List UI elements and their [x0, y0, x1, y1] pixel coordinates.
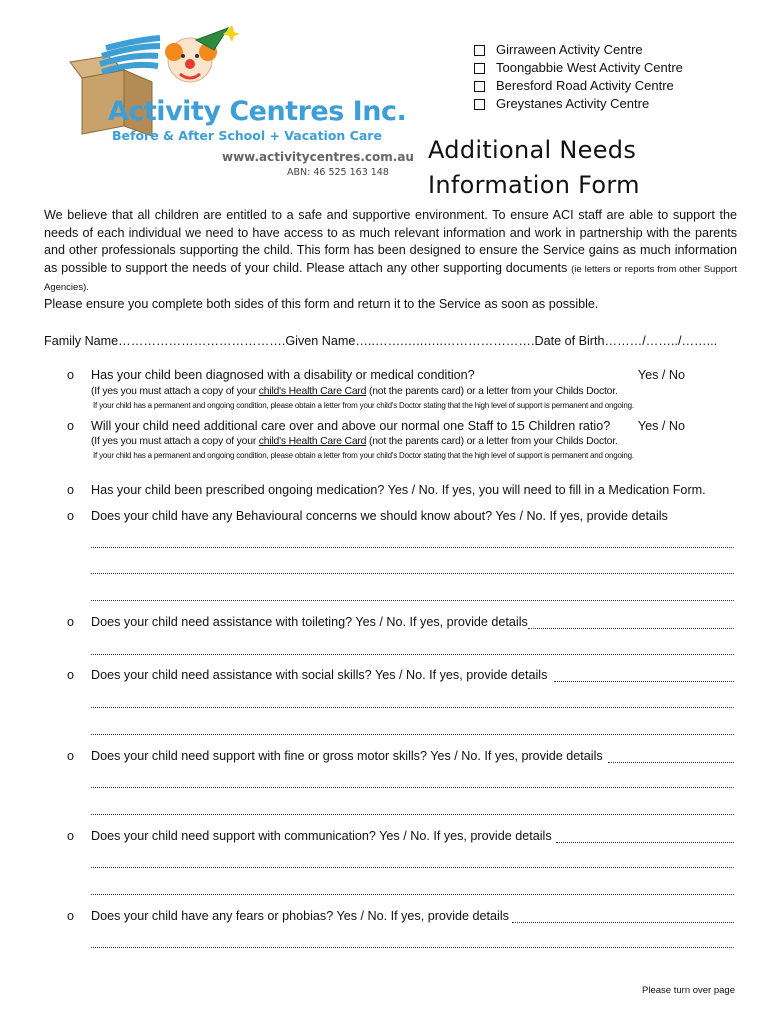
return-instruction: Please ensure you complete both sides of this form and return it to the Service as soon as possible. — [44, 297, 599, 311]
intro-paragraph: We believe that all children are entitled to a safe and supportive environment. To ensure ACI staff are able to support the needs of each individual we need to have access to as much relevant information and work in partnership with the parents and other professionals supporting the child. This form has been designed to ensure the Service gains as much information as possible to support the needs of your child. Please attach any other supporting documents (ie letters or reports from other Support Agencies). — [44, 208, 737, 293]
bullet-icon: o — [67, 509, 75, 523]
form-title-line2: Information Form — [428, 171, 640, 199]
question-medication: o Has your child been prescribed ongoing medication? Yes / No. If yes, you will need to fill in a Medication Form. — [67, 483, 706, 497]
question-behaviour: o Does your child have any Behavioural concerns we should know about? Yes / No. If yes, provide details — [67, 509, 668, 523]
bullet-icon: o — [67, 749, 75, 763]
q1-fine-print: If your child has a permanent and ongoing condition, please obtain a letter from your child's Doctor stating that the high level of support is permanent and ongoing. — [93, 401, 634, 410]
centre-option[interactable]: Toongabbie West Activity Centre — [474, 59, 683, 77]
answer-line[interactable] — [608, 762, 734, 763]
bullet-icon: o — [67, 829, 75, 843]
q2-fine-print: If your child has a permanent and ongoing condition, please obtain a letter from your child's Doctor stating that the high level of support is permanent and ongoing. — [93, 451, 634, 460]
bullet-icon: o — [67, 483, 75, 497]
question-toileting: o Does your child need assistance with toileting? Yes / No. If yes, provide details — [67, 615, 528, 629]
answer-line[interactable] — [91, 787, 734, 788]
checkbox-icon[interactable] — [474, 81, 485, 92]
q1-note: (If yes you must attach a copy of your child's Health Care Card (not the parents card) or a letter from your Childs Doctor. — [91, 386, 618, 397]
answer-line[interactable] — [91, 600, 734, 601]
q2-note: (If yes you must attach a copy of your child's Health Care Card (not the parents card) or a letter from your Childs Doctor. — [91, 436, 618, 447]
question-motor-skills: o Does your child need support with fine or gross motor skills? Yes / No. If yes, provide details — [67, 749, 603, 763]
question-additional-care: o Will your child need additional care over and above our normal one Staff to 15 Children ratio? Yes / No — [67, 419, 685, 433]
brand-tagline: Before & After School + Vacation Care — [112, 128, 382, 143]
bullet-icon: o — [67, 419, 75, 433]
bullet-icon: o — [67, 368, 75, 382]
answer-line[interactable] — [91, 867, 734, 868]
centre-option[interactable]: Girraween Activity Centre — [474, 41, 683, 59]
answer-line[interactable] — [554, 681, 734, 682]
centre-checklist — [474, 41, 683, 113]
answer-line[interactable] — [91, 734, 734, 735]
answer-line[interactable] — [91, 894, 734, 895]
brand-abn: ABN: 46 525 163 148 — [287, 167, 389, 178]
family-details-line[interactable]: Family Name………………………………….Given Name…..…….…..…..………………….Date of Birth………/……../……... — [44, 334, 718, 348]
brand-name: Activity Centres Inc. — [108, 96, 407, 127]
answer-line[interactable] — [91, 947, 734, 948]
checkbox-icon[interactable] — [474, 99, 485, 110]
checkbox-icon[interactable] — [474, 45, 485, 56]
centre-option[interactable]: Greystanes Activity Centre — [474, 95, 683, 113]
question-communication: o Does your child need support with communication? Yes / No. If yes, provide details — [67, 829, 552, 843]
checkbox-icon[interactable] — [474, 63, 485, 74]
intro-small-note: (ie letters or reports from other Support Agencies). — [44, 263, 737, 293]
answer-line[interactable] — [512, 922, 734, 923]
question-fears-phobias: o Does your child have any fears or phobias? Yes / No. If yes, provide details — [67, 909, 509, 923]
bullet-icon: o — [67, 668, 75, 682]
turn-over-note: Please turn over page — [642, 985, 735, 996]
form-title-line1: Additional Needs — [428, 136, 637, 164]
answer-line[interactable] — [528, 628, 734, 629]
answer-line[interactable] — [91, 814, 734, 815]
answer-line[interactable] — [91, 654, 734, 655]
bullet-icon: o — [67, 615, 75, 629]
centre-option[interactable]: Beresford Road Activity Centre — [474, 77, 683, 95]
question-social-skills: o Does your child need assistance with social skills? Yes / No. If yes, provide details — [67, 668, 548, 682]
answer-line[interactable] — [556, 842, 734, 843]
answer-line[interactable] — [91, 547, 734, 548]
answer-line[interactable] — [91, 707, 734, 708]
yes-no-option[interactable]: Yes / No — [637, 419, 685, 433]
question-disability: o Has your child been diagnosed with a disability or medical condition? Yes / No — [67, 368, 685, 382]
bullet-icon: o — [67, 909, 75, 923]
brand-url: www.activitycentres.com.au — [222, 150, 414, 164]
answer-line[interactable] — [91, 573, 734, 574]
yes-no-option[interactable]: Yes / No — [637, 368, 685, 382]
